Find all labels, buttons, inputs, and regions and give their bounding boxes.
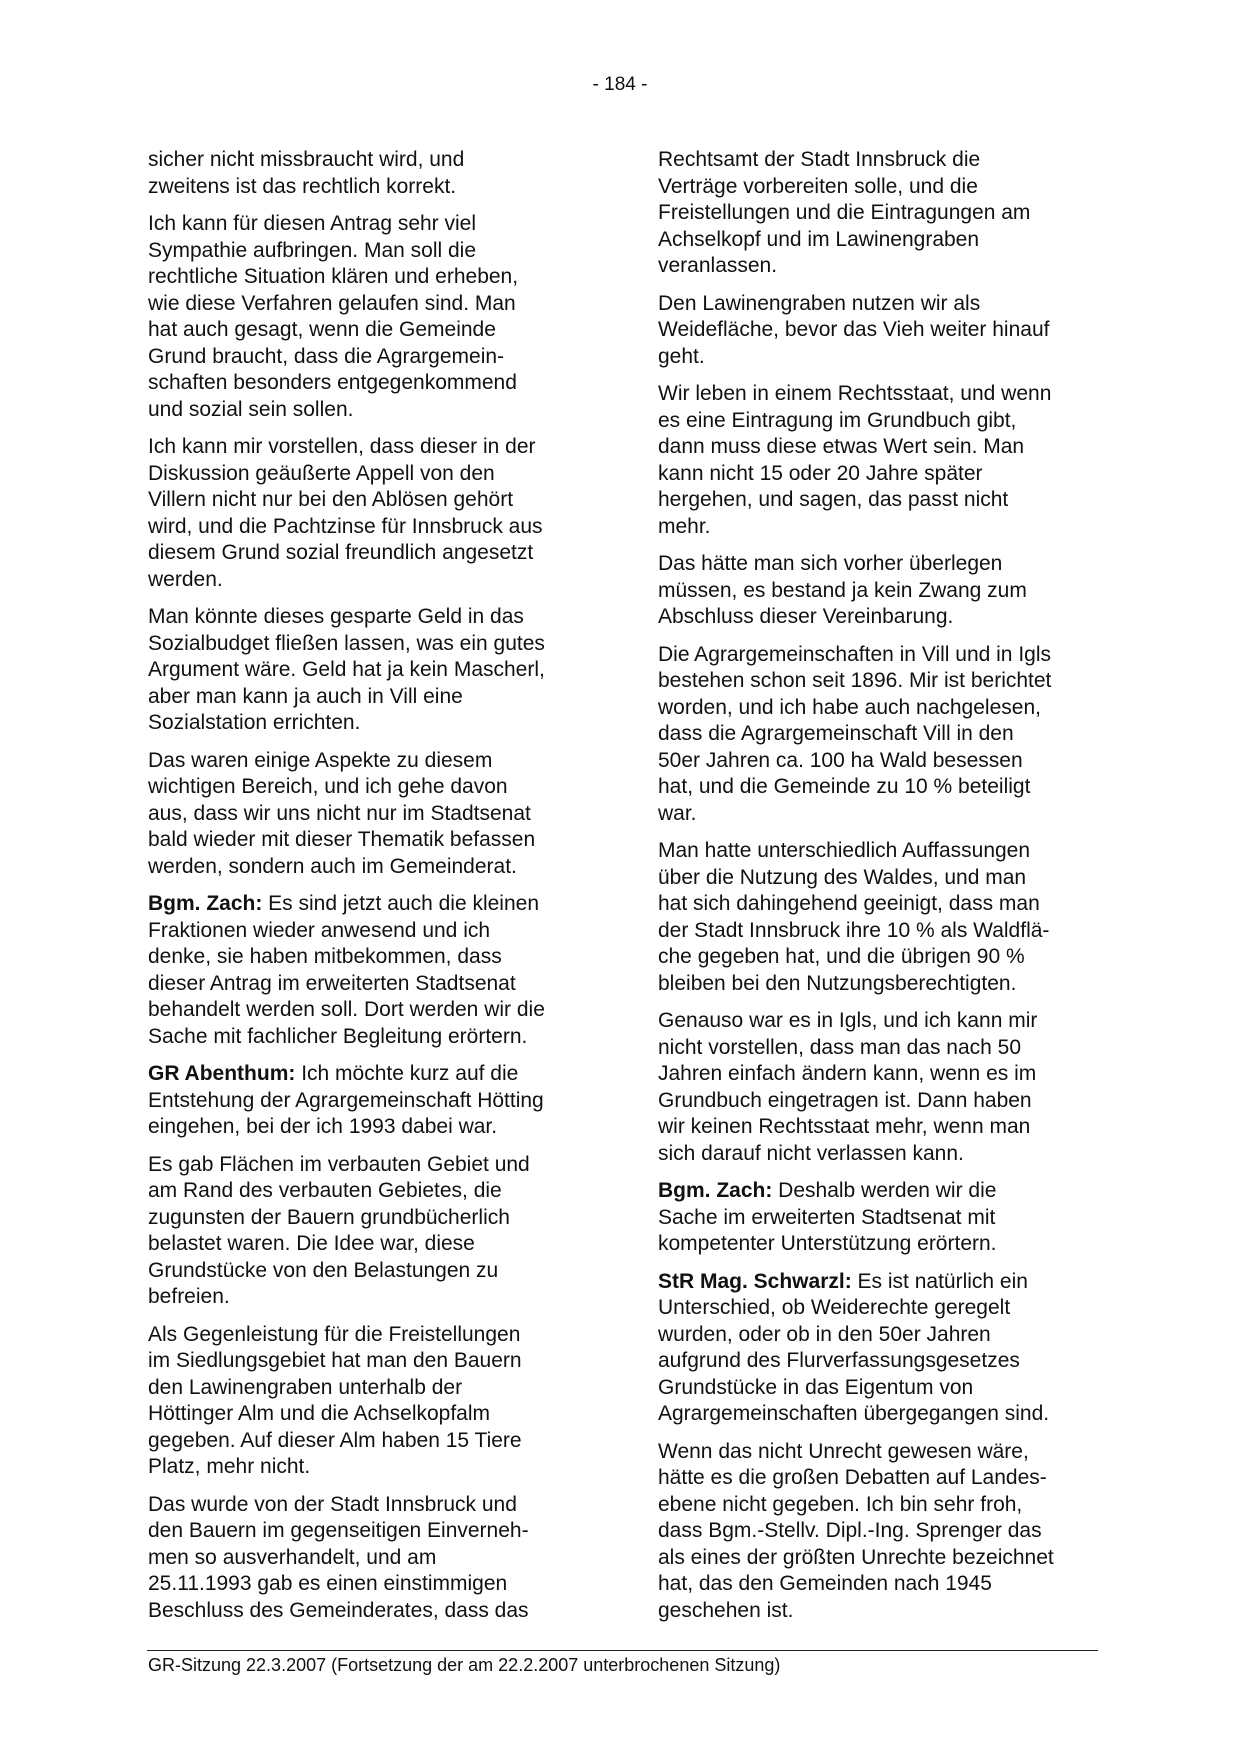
paragraph-text: Wenn das nicht Unrecht gewesen wäre, hätte es die großen Debatten auf Landes- ebene nicht gegeben. Ich bin sehr froh, dass Bgm.-Stellv. Dipl.-Ing. Sprenger das als eines der größten Unrechte bezeichnet hat, das den Gemeinden nach 1945 geschehen ist. xyxy=(658,1439,1054,1622)
speaker-name: GR Abenthum: xyxy=(148,1062,296,1085)
paragraph xyxy=(148,211,598,423)
paragraph xyxy=(148,434,598,593)
paragraph xyxy=(658,381,1096,540)
page-number: - 184 - xyxy=(592,74,648,95)
paragraph xyxy=(658,147,1096,280)
paragraph xyxy=(148,1152,598,1311)
paragraph xyxy=(148,1061,598,1141)
paragraph xyxy=(658,1008,1096,1167)
paragraph-text: Das hätte man sich vorher überlegen müssen, es bestand ja kein Zwang zum Abschluss dieser Vereinbarung. xyxy=(658,552,1027,628)
paragraph-text: Ich kann mir vorstellen, dass dieser in der Diskussion geäußerte Appell von den Villern nicht nur bei den Ablösen gehört wird, und die Pachtzinse für Innsbruck aus diesem Grund sozial freundlich angesetzt werden. xyxy=(148,435,543,591)
paragraph-text: Den Lawinengraben nutzen wir als Weidefläche, bevor das Vieh weiter hinauf geht. xyxy=(658,291,1050,368)
paragraph xyxy=(148,748,598,881)
paragraph xyxy=(658,838,1096,997)
paragraph xyxy=(658,551,1096,631)
paragraph xyxy=(658,1439,1096,1625)
speaker-name: Bgm. Zach: xyxy=(148,892,263,915)
speaker-name: StR Mag. Schwarzl: xyxy=(658,1269,852,1293)
paragraph-text: Es gab Flächen im verbauten Gebiet und am Rand des verbauten Gebietes, die zugunsten der Bauern grundbücherlich belastet waren. Die Idee war, diese Grundstücke von den Belastungen zu befreien. xyxy=(148,1152,530,1308)
paragraph-text: Ich möchte kurz auf die Entstehung der Agrargemeinschaft Hötting eingehen, bei der ich 1993 dabei war. xyxy=(148,1062,544,1138)
paragraph-text: Deshalb werden wir die Sache im erweiterten Stadtsenat mit kompetenter Unterstützung erörtern. xyxy=(658,1179,997,1255)
paragraph-text: Als Gegenleistung für die Freistellungen im Siedlungsgebiet hat man den Bauern den Lawinengraben unterhalb der Höttinger Alm und die Achselkopfalm gegeben. Auf dieser Alm haben 15 Tiere Platz, mehr nicht. xyxy=(148,1322,522,1478)
paragraph xyxy=(148,604,598,737)
footer-divider xyxy=(147,1650,1098,1651)
paragraph-text: Es ist natürlich ein Unterschied, ob Weiderechte geregelt wurden, oder ob in den 50er Jahren aufgrund des Flurverfassungsgesetzes Grundstücke in das Eigentum von Agrargemeinschaften übergegangen sind. xyxy=(658,1269,1050,1425)
paragraph-text: sicher nicht missbraucht wird, und zweitens ist das rechtlich korrekt. xyxy=(148,148,465,198)
paragraph xyxy=(148,1322,598,1481)
speaker-name: Bgm. Zach: xyxy=(658,1179,773,1202)
paragraph-text: Es sind jetzt auch die kleinen Fraktionen wieder anwesend und ich denke, sie haben mitbekommen, dass dieser Antrag im erweiterten Stadtsenat behandelt werden soll. Dort werden wir die Sache mit fachlicher Begleitung erörtern. xyxy=(148,892,545,1048)
paragraph xyxy=(148,891,598,1050)
paragraph xyxy=(148,1492,598,1625)
left-column xyxy=(148,147,598,1635)
paragraph-text: Die Agrargemeinschaften in Vill und in Igls bestehen schon seit 1896. Mir ist berichtet worden, und ich habe auch nachgelesen, dass die Agrargemeinschaft Vill in den 50er Jahren ca. 100 ha Wald besessen hat, und die Gemeinde zu 10 % beteiligt war. xyxy=(658,642,1052,825)
paragraph xyxy=(658,291,1096,371)
footer-text: GR-Sitzung 22.3.2007 (Fortsetzung der am 22.2.2007 unterbrochenen Sitzung) xyxy=(148,1655,781,1675)
paragraph-text: Wir leben in einem Rechtsstaat, und wenn es eine Eintragung im Grundbuch gibt, dann muss diese etwas Wert sein. Man kann nicht 15 oder 20 Jahre später hergehen, und sagen, das passt nicht mehr. xyxy=(658,382,1052,538)
paragraph-text: Ich kann für diesen Antrag sehr viel Sympathie aufbringen. Man soll die rechtliche Situation klären und erheben, wie diese Verfahren gelaufen sind. Man hat auch gesagt, wenn die Gemeinde Grund braucht, dass die Agrargemein- schaften besonders entgegenkommend und sozial sein sollen. xyxy=(148,212,519,421)
right-column xyxy=(658,147,1096,1635)
paragraph xyxy=(658,642,1096,828)
paragraph-text: Man könnte dieses gesparte Geld in das Sozialbudget fließen lassen, was ein gutes Argument wäre. Geld hat ja kein Mascherl, aber man kann ja auch in Vill eine Sozialstation errichten. xyxy=(148,605,545,734)
paragraph xyxy=(148,147,598,200)
paragraph xyxy=(658,1269,1096,1428)
paragraph-text: Das waren einige Aspekte zu diesem wichtigen Bereich, und ich gehe davon aus, dass wir uns nicht nur im Stadtsenat bald wieder mit dieser Thematik befassen werden, sondern auch im Gemeinderat. xyxy=(148,748,536,878)
paragraph xyxy=(658,1178,1096,1258)
paragraph-text: Man hatte unterschiedlich Auffassungen über die Nutzung des Waldes, und man hat sich dahingehend geeinigt, dass man der Stadt Innsbruck ihre 10 % als Waldflä- che gegeben hat, und die übrigen 90 % bleiben bei den Nutzungsberechtigten. xyxy=(658,839,1050,995)
paragraph-text: Rechtsamt der Stadt Innsbruck die Verträge vorbereiten solle, und die Freistellungen und die Eintragungen am Achselkopf und im Lawinengraben veranlassen. xyxy=(658,148,1031,277)
paragraph-text: Genauso war es in Igls, und ich kann mir nicht vorstellen, dass man das nach 50 Jahren einfach ändern kann, wenn es im Grundbuch eingetragen ist. Dann haben wir keinen Rechtsstaat mehr, wenn man sich darauf nicht verlassen kann. xyxy=(658,1009,1038,1165)
paragraph-text: Das wurde von der Stadt Innsbruck und den Bauern im gegenseitigen Einverneh- men so ausverhandelt, und am 25.11.1993 gab es einen einstimmigen Beschluss des Gemeinderates, dass das xyxy=(148,1492,529,1622)
